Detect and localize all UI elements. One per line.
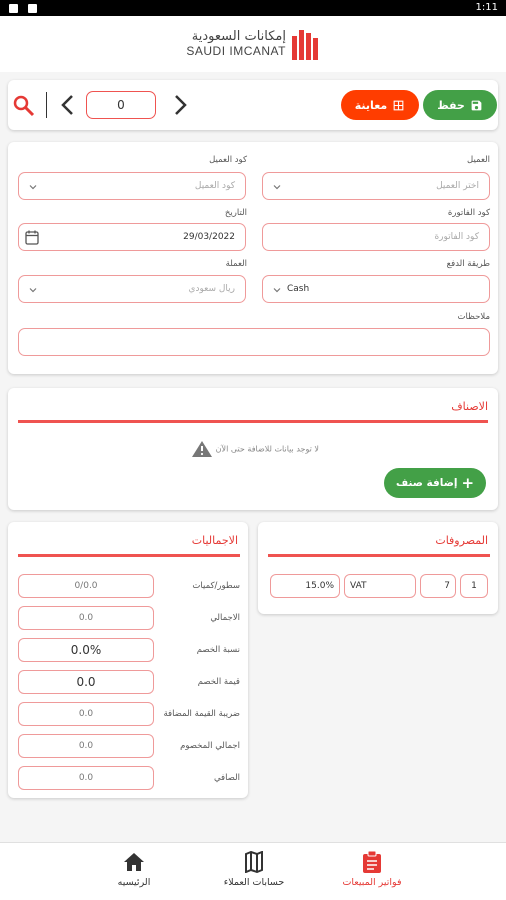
- nav-home[interactable]: [74, 851, 194, 888]
- expense-rate[interactable]: 15.0%: [270, 574, 340, 598]
- add-item-button[interactable]: [384, 468, 486, 498]
- items-title: الاصناف: [451, 400, 488, 413]
- payment-method-value: Cash: [287, 284, 310, 294]
- payment-method-label: طريقة الدفع: [446, 259, 490, 269]
- bottom-nav: [0, 842, 506, 900]
- totals-title: الاجماليات: [191, 534, 238, 547]
- client-select[interactable]: [262, 172, 490, 200]
- currency-label: العملة: [225, 259, 247, 269]
- nav-label: الرئيسيه: [117, 877, 151, 888]
- save-label: حفظ: [437, 98, 465, 112]
- total-row-value: 0.0: [18, 766, 154, 790]
- logo-arabic: إمكانات السعودية: [191, 29, 286, 44]
- discount-percent-input[interactable]: 0.0%: [18, 638, 154, 662]
- total-row-label: الصافي: [213, 773, 240, 783]
- preview-button[interactable]: [341, 90, 419, 120]
- nav-sales-invoices[interactable]: [312, 851, 432, 888]
- expense-index: 1: [460, 574, 488, 598]
- divider: [18, 554, 240, 557]
- items-empty-message: [8, 440, 498, 458]
- nav-label: فواتير المبيعات: [342, 877, 402, 888]
- total-row-label: اجمالي المخصوم: [180, 741, 240, 751]
- date-label: التاريخ: [224, 208, 247, 218]
- currency-select[interactable]: [18, 275, 246, 303]
- save-button[interactable]: [423, 90, 497, 120]
- expenses-title: المصروفات: [435, 534, 488, 547]
- currency-value: ريال سعودي: [188, 284, 235, 294]
- discount-value-input[interactable]: 0.0: [18, 670, 154, 694]
- notes-input[interactable]: [18, 328, 490, 356]
- invoice-code-input[interactable]: [262, 223, 490, 251]
- total-row-label: قيمة الخصم: [197, 677, 240, 687]
- items-card: [8, 388, 498, 510]
- client-placeholder: اختر العميل: [436, 181, 479, 191]
- client-code-placeholder: كود العميل: [194, 181, 235, 191]
- divider: [18, 420, 488, 423]
- chevron-left-icon[interactable]: [58, 93, 78, 117]
- add-item-label: إضافة صنف: [395, 477, 458, 489]
- date-value: 29/03/2022: [183, 232, 235, 242]
- search-icon[interactable]: [12, 94, 36, 118]
- total-row-label: ضريبة القيمة المضافة: [163, 709, 240, 719]
- invoice-toolbar: [8, 80, 498, 130]
- date-input[interactable]: [18, 223, 246, 251]
- nav-customer-accounts[interactable]: [194, 851, 314, 888]
- preview-icon: [392, 99, 405, 112]
- invoice-code-placeholder: كود الفاتورة: [434, 232, 479, 242]
- app-bar: [0, 16, 506, 72]
- expense-name[interactable]: VAT: [344, 574, 416, 598]
- client-label: العميل: [467, 155, 490, 165]
- chevron-down-icon: [28, 182, 38, 192]
- home-icon: [123, 851, 145, 873]
- chevron-down-icon: [28, 285, 38, 295]
- logo: [186, 30, 322, 60]
- total-row-value: 0.0: [18, 606, 154, 630]
- divider: [268, 554, 490, 557]
- payment-method-select[interactable]: [262, 275, 490, 303]
- calendar-icon[interactable]: [25, 230, 39, 245]
- chevron-down-icon: [272, 182, 282, 192]
- client-code-select[interactable]: [18, 172, 246, 200]
- notification-icon: [9, 4, 18, 13]
- status-time: 1:11: [475, 2, 498, 13]
- chevron-down-icon: [272, 285, 282, 295]
- invoice-form: [8, 142, 498, 374]
- total-row-label: نسبة الخصم: [196, 645, 240, 655]
- divider: [46, 92, 47, 118]
- status-bar: [0, 0, 506, 16]
- map-book-icon: [244, 851, 264, 873]
- client-code-label: كود العميل: [209, 155, 247, 165]
- warning-icon: [191, 440, 213, 458]
- plus-icon: +: [461, 474, 475, 492]
- logo-mark-icon: [290, 30, 322, 60]
- notes-label: ملاحظات: [457, 312, 490, 322]
- total-row-value: 0.0: [18, 734, 154, 758]
- total-row-label: الاجمالي: [210, 613, 240, 623]
- invoice-number-field[interactable]: 0: [86, 91, 156, 119]
- totals-card: [8, 522, 248, 798]
- logo-english: SAUDI IMCANAT: [186, 44, 286, 58]
- chevron-right-icon[interactable]: [170, 93, 190, 117]
- invoice-code-label: كود الفاتورة: [447, 208, 490, 218]
- save-icon: [470, 99, 483, 112]
- clipboard-icon: [362, 851, 382, 873]
- notification-icon: [28, 4, 37, 13]
- nav-label: حسابات العملاء: [223, 877, 285, 888]
- total-row-label: سطور/كميات: [192, 581, 240, 591]
- total-row-value: 0.0: [18, 702, 154, 726]
- total-row-value: 0/0.0: [18, 574, 154, 598]
- preview-label: معاينة: [354, 98, 388, 112]
- expenses-card: [258, 522, 498, 614]
- items-empty-text: لا توجد بيانات للاضافة حتى الآن: [215, 444, 319, 454]
- expense-code[interactable]: 7: [420, 574, 456, 598]
